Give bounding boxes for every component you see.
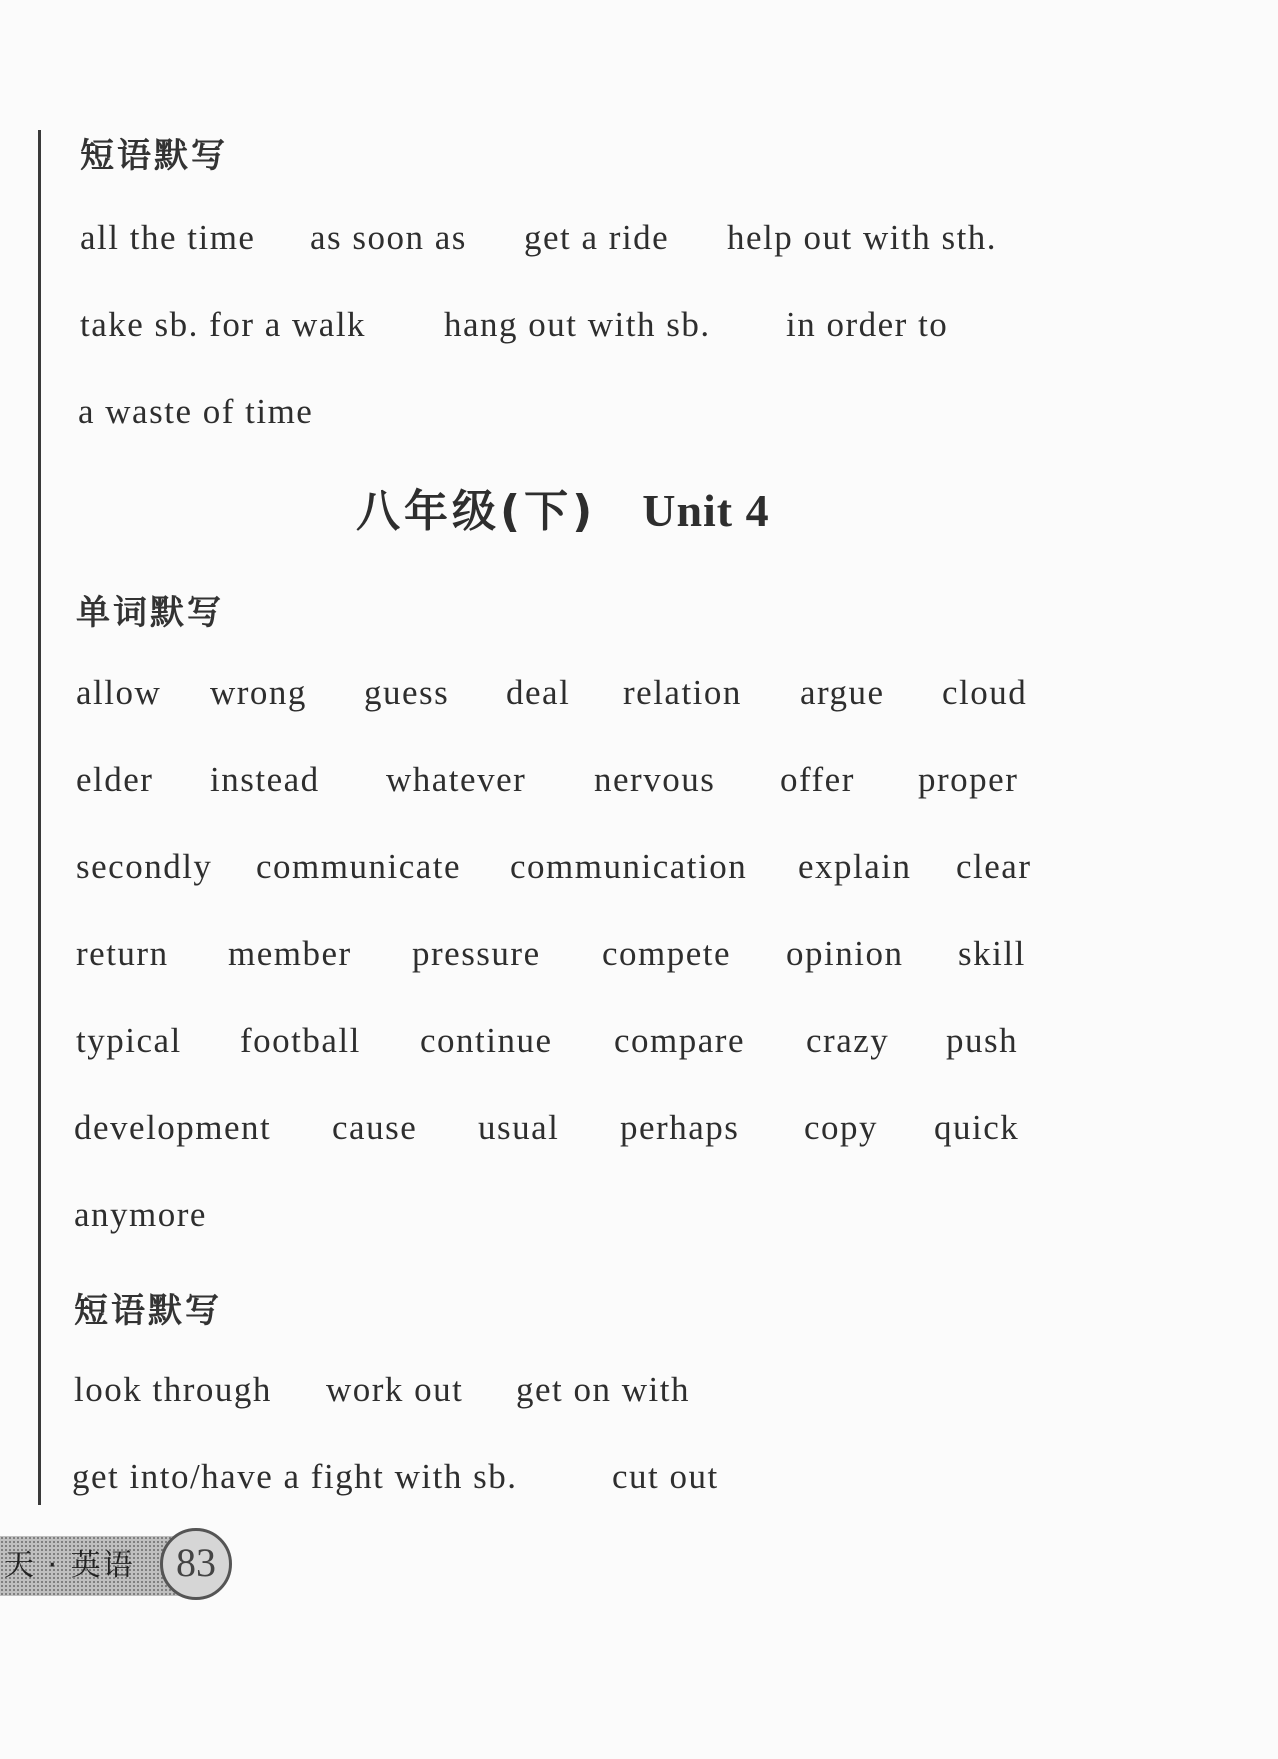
phrase-row: [0, 1365, 1278, 1415]
word-row: [0, 929, 1278, 979]
word-item: perhaps: [620, 1108, 740, 1147]
word-item: skill: [958, 934, 1026, 973]
phrase-row: [0, 213, 1278, 263]
phrase-item: all the time: [80, 218, 256, 257]
phrase-row: [0, 300, 1278, 350]
word-item: offer: [780, 760, 855, 799]
phrase-row: [0, 1452, 1278, 1502]
word-item: argue: [800, 673, 885, 712]
word-row: [0, 842, 1278, 892]
word-item: cause: [332, 1108, 418, 1147]
word-item: guess: [364, 673, 450, 712]
word-item: relation: [623, 673, 742, 712]
phrase-row: [0, 387, 1278, 437]
word-item: compare: [614, 1021, 745, 1060]
word-row: [0, 1016, 1278, 1066]
word-row: [0, 1103, 1278, 1153]
phrase-item: hang out with sb.: [444, 305, 711, 344]
word-item: quick: [934, 1108, 1020, 1147]
unit-title: [356, 476, 770, 546]
page-number: 83: [160, 1528, 232, 1600]
phrase-item: help out with sth.: [727, 218, 998, 257]
word-item: communicate: [256, 847, 462, 886]
word-item: elder: [76, 760, 154, 799]
word-item: allow: [76, 673, 162, 712]
footer-subject: 天 · 英语: [4, 1548, 135, 1583]
word-row: [0, 1190, 1278, 1240]
phrase-item: in order to: [786, 305, 949, 344]
word-item: return: [76, 934, 169, 973]
section-heading-words: 单词默写: [76, 593, 224, 633]
word-item: development: [74, 1108, 272, 1147]
word-item: push: [946, 1021, 1019, 1060]
word-item: cloud: [942, 673, 1028, 712]
word-item: pressure: [412, 934, 541, 973]
word-item: copy: [804, 1108, 879, 1147]
word-item: usual: [478, 1108, 560, 1147]
word-item: communication: [510, 847, 748, 886]
word-row: [0, 755, 1278, 805]
word-item: deal: [506, 673, 571, 712]
unit-name: Unit 4: [642, 485, 770, 536]
word-item: anymore: [74, 1195, 207, 1234]
phrase-item: work out: [326, 1370, 464, 1409]
word-item: instead: [210, 760, 320, 799]
phrase-item: a waste of time: [78, 392, 314, 431]
section-heading-phrases-previous: 短语默写: [80, 136, 228, 176]
word-item: secondly: [76, 847, 213, 886]
section-heading-phrases: 短语默写: [74, 1291, 222, 1331]
phrase-item: get into/have a fight with sb.: [72, 1457, 518, 1496]
word-item: wrong: [210, 673, 307, 712]
word-item: whatever: [386, 760, 527, 799]
phrase-item: get a ride: [524, 218, 670, 257]
word-item: member: [228, 934, 352, 973]
word-item: explain: [798, 847, 912, 886]
word-item: football: [240, 1021, 361, 1060]
word-item: opinion: [786, 934, 904, 973]
word-item: proper: [918, 760, 1019, 799]
word-item: crazy: [806, 1021, 890, 1060]
word-item: nervous: [594, 760, 716, 799]
phrase-item: as soon as: [310, 218, 467, 257]
word-item: clear: [956, 847, 1032, 886]
phrase-item: look through: [74, 1370, 272, 1409]
word-item: compete: [602, 934, 732, 973]
phrase-item: cut out: [612, 1457, 719, 1496]
word-item: typical: [76, 1021, 182, 1060]
phrase-item: take sb. for a walk: [80, 305, 367, 344]
word-row: [0, 668, 1278, 718]
phrase-item: get on with: [516, 1370, 690, 1409]
unit-grade: 八年级(下): [356, 486, 597, 537]
word-item: continue: [420, 1021, 553, 1060]
